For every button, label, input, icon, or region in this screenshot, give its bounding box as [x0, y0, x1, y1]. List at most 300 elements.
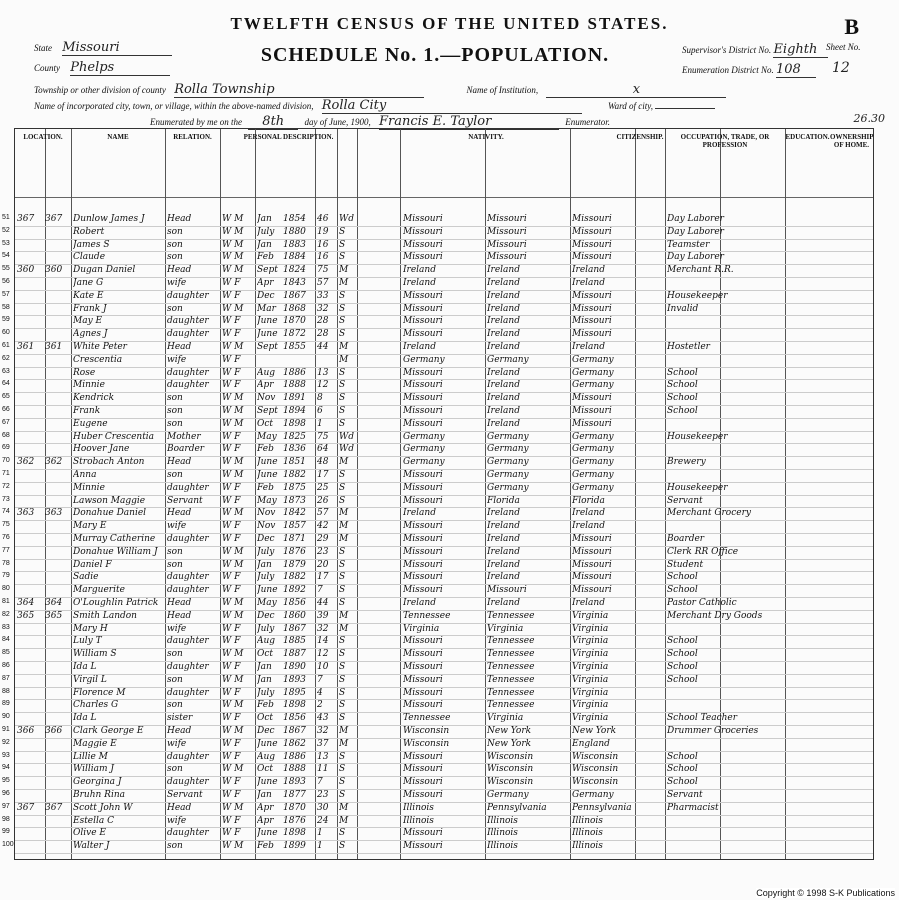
census-cell-rel: daughter	[167, 290, 209, 301]
census-cell-pf: Ireland	[487, 508, 520, 519]
census-cell-pf: Germany	[487, 470, 529, 480]
census-cell-n: 57	[2, 290, 10, 298]
census-cell-pm: Germany	[572, 354, 614, 365]
census-cell-rel: daughter	[167, 636, 209, 647]
census-cell-mar: Wd	[339, 444, 355, 455]
census-cell-bm: Oct	[257, 764, 274, 775]
township-label: Township or other division of county	[34, 85, 166, 95]
census-cell-name: Agnes J	[73, 329, 108, 340]
census-cell-sex: W F	[222, 367, 241, 378]
census-cell-sex: W M	[222, 214, 244, 224]
census-cell-mar: S	[339, 393, 346, 404]
census-cell-pob: Missouri	[403, 521, 443, 532]
census-cell-age: 7	[317, 674, 323, 685]
census-cell-n: 99	[2, 828, 10, 836]
census-cell-fam: 366	[45, 726, 63, 736]
census-cell-by: 1876	[283, 815, 306, 826]
census-cell-occ: Day Laborer	[667, 252, 724, 263]
census-cell-pf: Tennessee	[487, 700, 535, 711]
census-cell-by: 1842	[283, 508, 306, 519]
census-cell-mar: S	[339, 290, 346, 301]
census-cell-rel: Head	[167, 265, 192, 276]
column-header: RELATION.	[173, 133, 212, 141]
census-cell-rel: daughter	[167, 687, 209, 698]
census-cell-fam: 361	[45, 342, 63, 352]
census-cell-name: Bruhn Rina	[73, 790, 125, 800]
census-cell-age: 8	[317, 393, 323, 404]
census-cell-bm: Apr	[257, 380, 274, 391]
census-cell-age: 7	[317, 777, 323, 788]
census-cell-sex: W M	[222, 546, 244, 557]
census-cell-name: Huber Crescentia	[73, 431, 155, 442]
census-cell-rel: daughter	[167, 316, 209, 327]
census-cell-rel: Head	[167, 457, 192, 468]
census-cell-occ: School	[667, 636, 698, 647]
census-cell-mar: S	[339, 687, 346, 698]
census-cell-age: 75	[317, 431, 329, 442]
schedule-title: SCHEDULE No. 1.—POPULATION.	[260, 44, 610, 66]
census-cell-by: 1856	[283, 713, 306, 724]
column-header: LOCATION.	[23, 133, 63, 141]
census-cell-sex: W F	[222, 521, 241, 532]
census-cell-age: 26	[317, 495, 329, 506]
census-cell-sex: W M	[222, 470, 244, 480]
census-cell-rel: daughter	[167, 572, 209, 583]
census-cell-age: 42	[317, 521, 329, 532]
census-cell-mar: M	[339, 278, 349, 288]
census-cell-pm: Germany	[572, 367, 614, 378]
census-cell-name: Minnie	[73, 380, 105, 391]
census-cell-pob: Missouri	[403, 482, 443, 493]
census-cell-pm: Ireland	[572, 342, 605, 352]
county-value: Phelps	[70, 60, 170, 76]
census-cell-age: 16	[317, 252, 329, 263]
census-cell-by: 1882	[283, 572, 306, 583]
census-cell-sex: W F	[222, 482, 241, 493]
census-cell-sex: W F	[222, 444, 241, 455]
census-cell-n: 76	[2, 534, 10, 541]
census-cell-pm: Missouri	[572, 559, 612, 570]
census-cell-n: 97	[2, 802, 10, 810]
census-cell-pob: Germany	[403, 444, 445, 455]
census-cell-by: 1886	[283, 751, 306, 762]
census-cell-by: 1899	[283, 841, 306, 852]
census-cell-pf: Illinois	[487, 841, 518, 852]
census-cell-mar: S	[339, 790, 346, 800]
census-cell-sex: W F	[222, 751, 241, 762]
census-cell-pob: Virginia	[403, 623, 440, 634]
census-cell-sex: W M	[222, 508, 244, 519]
census-cell-mar: M	[339, 534, 349, 544]
census-cell-pob: Missouri	[403, 367, 443, 378]
census-cell-pf: New York	[487, 726, 532, 736]
census-cell-by: 1898	[283, 828, 306, 839]
census-cell-occ: Merchant R.R.	[667, 265, 734, 276]
census-cell-pm: Virginia	[572, 674, 609, 685]
census-cell-occ: Pharmacist	[667, 802, 719, 813]
census-cell-by: 1893	[283, 777, 306, 788]
census-cell-age: 11	[317, 764, 329, 775]
census-cell-pob: Missouri	[403, 841, 443, 852]
census-cell-sex: W F	[222, 495, 241, 506]
census-cell-by: 1877	[283, 790, 306, 800]
census-cell-mar: S	[339, 495, 346, 506]
census-title: TWELFTH CENSUS OF THE UNITED STATES.	[230, 14, 669, 33]
census-cell-n: 85	[2, 649, 10, 657]
census-cell-pm: Wisconsin	[572, 777, 619, 788]
census-cell-mar: S	[339, 841, 346, 852]
census-cell-bm: Feb	[257, 252, 274, 263]
census-cell-n: 56	[2, 278, 10, 285]
census-cell-rel: Mother	[167, 431, 201, 442]
census-cell-pf: Missouri	[487, 214, 527, 224]
census-cell-occ: School	[667, 572, 698, 583]
census-cell-mar: M	[339, 802, 349, 813]
enumerated-label: Enumerated by me on the	[150, 117, 242, 127]
census-cell-pob: Missouri	[403, 687, 443, 698]
census-cell-pf: Ireland	[487, 546, 520, 557]
census-cell-name: Scott John W	[73, 802, 133, 813]
census-cell-age: 33	[317, 290, 329, 301]
census-cell-age: 2	[317, 700, 323, 711]
census-cell-pob: Ireland	[403, 342, 436, 352]
census-cell-n: 84	[2, 636, 10, 644]
population-table	[2, 128, 874, 860]
census-cell-pob: Wisconsin	[403, 738, 450, 749]
census-cell-pf: Ireland	[487, 316, 520, 327]
census-cell-pm: Missouri	[572, 316, 612, 327]
census-cell-occ: School	[667, 674, 698, 685]
census-cell-pf: Illinois	[487, 828, 518, 839]
census-cell-rel: son	[167, 303, 183, 314]
census-cell-by: 1884	[283, 252, 306, 263]
census-cell-bm: Dec	[257, 290, 275, 301]
census-cell-pf: Missouri	[487, 585, 527, 596]
census-cell-occ: School	[667, 406, 698, 416]
census-cell-name: Jane G	[73, 278, 104, 288]
census-cell-pob: Tennessee	[403, 610, 451, 621]
census-cell-sex: W F	[222, 662, 241, 672]
census-cell-name: Kendrick	[73, 393, 115, 404]
census-cell-mar: S	[339, 367, 346, 378]
census-cell-rel: daughter	[167, 585, 209, 596]
census-cell-occ: Housekeeper	[667, 290, 728, 301]
census-cell-age: 12	[317, 380, 329, 391]
census-cell-rel: wife	[167, 623, 187, 634]
state-value: Missouri	[62, 40, 172, 56]
census-cell-by: 1890	[283, 662, 306, 672]
census-cell-name: James S	[73, 239, 110, 250]
census-cell-pob: Ireland	[403, 278, 436, 288]
census-cell-pf: Ireland	[487, 406, 520, 416]
census-cell-pob: Ireland	[403, 508, 436, 519]
census-cell-rel: son	[167, 841, 183, 852]
census-cell-bm: June	[257, 470, 278, 480]
census-cell-n: 74	[2, 508, 10, 516]
census-cell-bm: June	[257, 738, 278, 749]
ward-label: Ward of city,	[607, 101, 654, 111]
census-cell-name: Anna	[73, 470, 97, 480]
census-cell-age: 46	[317, 214, 329, 224]
census-cell-n: 80	[2, 585, 10, 593]
census-cell-pob: Germany	[403, 354, 445, 365]
census-cell-pf: Virginia	[487, 713, 524, 724]
census-cell-name: Estella C	[73, 815, 115, 826]
census-cell-pm: Germany	[572, 380, 614, 391]
census-cell-sex: W F	[222, 534, 241, 544]
census-cell-rel: son	[167, 239, 183, 250]
census-cell-mar: S	[339, 559, 346, 570]
census-cell-pf: Germany	[487, 482, 529, 493]
census-cell-fam: 367	[45, 802, 63, 813]
census-cell-name: Lawson Maggie	[73, 495, 146, 506]
census-cell-pob: Missouri	[403, 303, 443, 314]
census-cell-by: 1888	[283, 764, 306, 775]
census-cell-pm: Missouri	[572, 214, 612, 224]
census-cell-pf: Tennessee	[487, 636, 535, 647]
state-label: State	[34, 43, 52, 53]
census-cell-pm: Missouri	[572, 303, 612, 314]
census-cell-rel: Head	[167, 214, 192, 224]
census-cell-pob: Missouri	[403, 559, 443, 570]
census-cell-occ: Boarder	[667, 534, 705, 544]
census-cell-pob: Missouri	[403, 790, 443, 800]
census-cell-sex: W M	[222, 252, 244, 263]
column-header: PERSONAL DESCRIPTION.	[243, 133, 334, 141]
census-cell-age: 17	[317, 470, 329, 480]
census-cell-name: White Peter	[73, 342, 127, 352]
census-cell-by: 1870	[283, 802, 306, 813]
census-cell-pob: Ireland	[403, 265, 436, 276]
sheet-value-row	[832, 60, 850, 76]
census-cell-pob: Illinois	[403, 815, 434, 826]
census-cell-age: 30	[317, 802, 329, 813]
census-cell-rel: son	[167, 252, 183, 263]
census-cell-n: 100	[2, 841, 14, 849]
column-header: OCCUPATION, TRADE, OR PROFESSION	[680, 133, 770, 149]
census-cell-bm: Oct	[257, 713, 274, 724]
census-cell-mar: S	[339, 674, 346, 685]
census-cell-by: 1854	[283, 214, 306, 224]
census-cell-sex: W M	[222, 610, 244, 621]
census-cell-house: 361	[17, 342, 35, 352]
census-cell-n: 55	[2, 265, 10, 273]
census-cell-by: 1892	[283, 585, 306, 596]
column-header: OWNERSHIP OF HOME.	[830, 133, 874, 149]
census-cell-bm: Feb	[257, 444, 274, 455]
census-cell-pm: Ireland	[572, 598, 605, 608]
census-cell-age: 1	[317, 828, 323, 839]
census-cell-by: 1893	[283, 674, 306, 685]
census-cell-sex: W F	[222, 828, 241, 839]
census-cell-n: 70	[2, 457, 10, 465]
census-cell-bm: July	[257, 687, 275, 698]
census-cell-pob: Missouri	[403, 546, 443, 557]
census-cell-pf: Ireland	[487, 598, 520, 608]
census-cell-bm: Dec	[257, 610, 275, 621]
census-cell-bm: Nov	[257, 508, 276, 519]
census-cell-bm: Dec	[257, 726, 275, 736]
census-cell-occ: Merchant Dry Goods	[667, 610, 763, 621]
census-cell-rel: daughter	[167, 329, 209, 340]
census-cell-by: 1868	[283, 303, 306, 314]
day-value: 8th	[248, 114, 298, 130]
census-cell-mar: M	[339, 623, 349, 634]
census-cell-pf: Wisconsin	[487, 777, 534, 788]
census-cell-bm: June	[257, 457, 278, 468]
census-cell-pob: Missouri	[403, 649, 443, 660]
census-cell-rel: son	[167, 470, 183, 480]
census-cell-name: Ida L	[73, 662, 97, 672]
census-cell-by: 1895	[283, 687, 306, 698]
census-cell-mar: S	[339, 546, 346, 557]
census-cell-pm: Germany	[572, 457, 614, 468]
census-cell-by: 1851	[283, 457, 306, 468]
census-cell-age: 48	[317, 457, 329, 468]
census-cell-pob: Missouri	[403, 214, 443, 224]
census-cell-age: 29	[317, 534, 329, 544]
enumerator-value: Francis E. Taylor	[379, 114, 559, 130]
census-cell-pf: Ireland	[487, 572, 520, 583]
census-cell-mar: S	[339, 252, 346, 263]
census-cell-name: Georgina J	[73, 777, 122, 788]
census-cell-rel: daughter	[167, 828, 209, 839]
census-cell-pm: Illinois	[572, 828, 603, 839]
census-cell-rel: sister	[167, 713, 193, 724]
month-label: day of June, 1900,	[304, 117, 371, 127]
census-cell-pob: Missouri	[403, 828, 443, 839]
census-cell-pf: Germany	[487, 431, 529, 442]
census-cell-age: 4	[317, 687, 323, 698]
supervisor-label: Supervisor's District No.	[682, 45, 772, 55]
sheet-row	[826, 42, 861, 52]
census-cell-by: 1855	[283, 342, 306, 352]
census-cell-sex: W M	[222, 726, 244, 736]
census-cell-age: 13	[317, 751, 329, 762]
census-cell-mar: M	[339, 457, 349, 468]
census-cell-n: 94	[2, 764, 10, 772]
census-cell-occ: Student	[667, 559, 704, 570]
census-cell-pm: Virginia	[572, 662, 609, 672]
census-cell-pob: Missouri	[403, 226, 443, 237]
row-rule	[15, 853, 873, 854]
census-cell-pob: Missouri	[403, 674, 443, 685]
census-cell-bm: June	[257, 777, 278, 788]
census-cell-bm: Mar	[257, 303, 276, 314]
census-cell-by: 1824	[283, 265, 306, 276]
census-cell-pob: Wisconsin	[403, 726, 450, 736]
census-cell-bm: Apr	[257, 278, 274, 288]
census-cell-pm: Germany	[572, 470, 614, 480]
census-cell-by: 1867	[283, 623, 306, 634]
census-cell-by: 1862	[283, 738, 306, 749]
census-cell-mar: S	[339, 380, 346, 391]
census-cell-n: 87	[2, 674, 10, 682]
census-cell-n: 71	[2, 470, 10, 477]
census-cell-fam: 363	[45, 508, 63, 519]
census-cell-name: Clark George E	[73, 726, 144, 736]
census-cell-name: Kate E	[73, 290, 104, 301]
census-cell-n: 83	[2, 623, 10, 631]
census-cell-rel: wife	[167, 815, 187, 826]
census-cell-occ: School	[667, 649, 698, 660]
census-cell-pf: Germany	[487, 790, 529, 800]
census-cell-bm: May	[257, 495, 277, 506]
census-cell-age: 44	[317, 342, 329, 352]
census-cell-by: 1894	[283, 406, 306, 416]
census-cell-by: 1871	[283, 534, 306, 544]
census-cell-sex: W M	[222, 239, 244, 250]
census-cell-pf: Virginia	[487, 623, 524, 634]
census-cell-age: 7	[317, 585, 323, 596]
census-cell-name: Hoover Jane	[73, 444, 130, 455]
census-cell-n: 69	[2, 444, 10, 452]
census-cell-bm: June	[257, 585, 278, 596]
census-cell-rel: Boarder	[167, 444, 205, 455]
census-cell-pf: Ireland	[487, 303, 520, 314]
census-cell-pm: Illinois	[572, 815, 603, 826]
census-cell-pf: Ireland	[487, 534, 520, 544]
census-cell-pm: Virginia	[572, 700, 609, 711]
census-cell-by: 1836	[283, 444, 306, 455]
census-cell-by: 1867	[283, 290, 306, 301]
census-cell-n: 58	[2, 303, 10, 311]
census-cell-pf: Tennessee	[487, 610, 535, 621]
census-cell-pm: Germany	[572, 431, 614, 442]
census-cell-bm: Aug	[257, 751, 276, 762]
census-cell-age: 43	[317, 713, 329, 724]
census-cell-pm: Missouri	[572, 546, 612, 557]
census-cell-bm: Aug	[257, 367, 276, 378]
census-cell-sex: W M	[222, 303, 244, 314]
census-cell-n: 89	[2, 700, 10, 708]
census-cell-n: 93	[2, 751, 10, 759]
census-cell-pm: Virginia	[572, 649, 609, 660]
census-cell-bm: Jan	[257, 559, 272, 570]
census-cell-mar: M	[339, 265, 349, 276]
census-cell-occ: Servant	[667, 495, 703, 506]
census-cell-mar: S	[339, 239, 346, 250]
census-cell-pob: Missouri	[403, 764, 443, 775]
census-cell-occ: Merchant Grocery	[667, 508, 751, 519]
census-cell-name: Dugan Daniel	[73, 265, 136, 276]
census-cell-mar: S	[339, 777, 346, 788]
census-cell-name: William J	[73, 764, 114, 775]
census-cell-pm: Missouri	[572, 226, 612, 237]
census-cell-pf: Ireland	[487, 521, 520, 532]
census-cell-bm: Nov	[257, 393, 276, 404]
census-cell-mar: M	[339, 508, 349, 519]
census-cell-rel: daughter	[167, 751, 209, 762]
column-header: CITIZENSHIP.	[616, 133, 664, 141]
census-cell-n: 96	[2, 790, 10, 797]
census-cell-sex: W M	[222, 841, 244, 852]
column-header: NAME	[107, 133, 129, 141]
census-cell-fam: 367	[45, 214, 63, 224]
census-cell-occ: School	[667, 751, 698, 762]
census-cell-n: 62	[2, 354, 10, 362]
census-cell-pf: Tennessee	[487, 687, 535, 698]
census-cell-sex: W M	[222, 457, 244, 468]
census-cell-bm: Dec	[257, 534, 275, 544]
census-cell-age: 57	[317, 508, 329, 519]
census-cell-mar: M	[339, 342, 349, 352]
census-cell-n: 64	[2, 380, 10, 388]
census-cell-house: 364	[17, 598, 35, 608]
census-cell-by: 1886	[283, 367, 306, 378]
header-divider	[15, 197, 873, 198]
census-cell-occ: School	[667, 393, 698, 404]
